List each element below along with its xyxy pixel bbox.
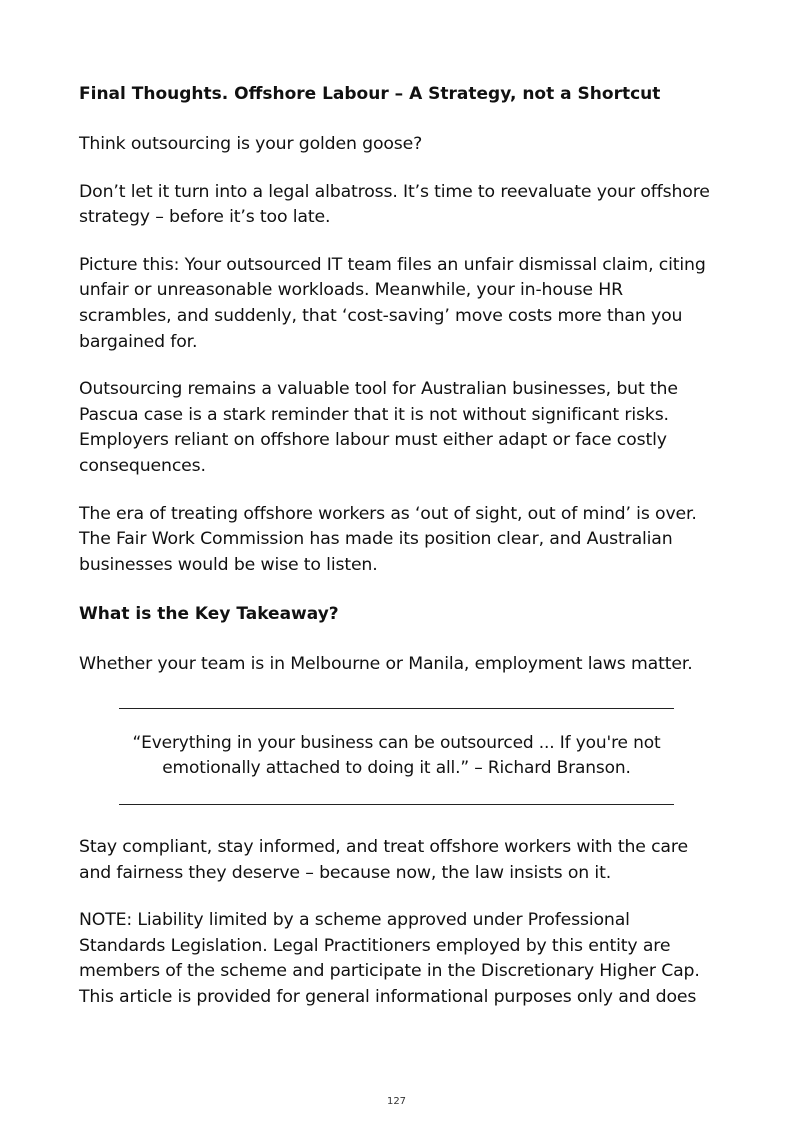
paragraph-golden-goose: Think outsourcing is your golden goose? [79,134,423,154]
paragraph-legal-albatross: Don’t let it turn into a legal albatross. It’s time to reevaluate your offshore strategy – before it’s too late. [79,181,710,228]
section-heading-final-thoughts: Final Thoughts. Offshore Labour – A Strategy, not a Shortcut [79,84,661,104]
page-content [79,82,719,1010]
pull-quote-text: “Everything in your business can be outsourced ... If you're not emotionally attached to doing it all.” – Richard Branson. [132,732,661,779]
pull-quote [119,708,674,805]
section-heading-key-takeaway: What is the Key Takeaway? [79,604,339,625]
paragraph-fair-work-commission: The era of treating offshore workers as ‘out of sight, out of mind’ is over. The Fair Work Commission has made its position clear, and Australian businesses would be wise to listen. [79,503,697,575]
paragraph-employment-laws: Whether your team is in Melbourne or Manila, employment laws matter. [79,654,693,675]
paragraph-stay-compliant: Stay compliant, stay informed, and treat offshore workers with the care and fairness they deserve – because now, the law insists on it. [79,836,688,883]
paragraph-liability-note: NOTE: Liability limited by a scheme approved under Professional Standards Legislation. Legal Practitioners employed by this entity are members of the scheme and participate in the Discretionary Higher Cap. This article is provided for general informational purposes only and does [79,910,700,1007]
paragraph-picture-this: Picture this: Your outsourced IT team files an unfair dismissal claim, citing unfair or unreasonable workloads. Meanwhile, your in-house HR scrambles, and suddenly, that ‘cost-saving’ move costs more than you bargained for. [79,254,706,352]
page-number: 127 [386,1096,407,1107]
paragraph-pascua-case: Outsourcing remains a valuable tool for Australian businesses, but the Pascua case is a stark reminder that it is not without significant risks. Employers reliant on offshore labour must either adapt or face costly consequences. [79,379,678,476]
